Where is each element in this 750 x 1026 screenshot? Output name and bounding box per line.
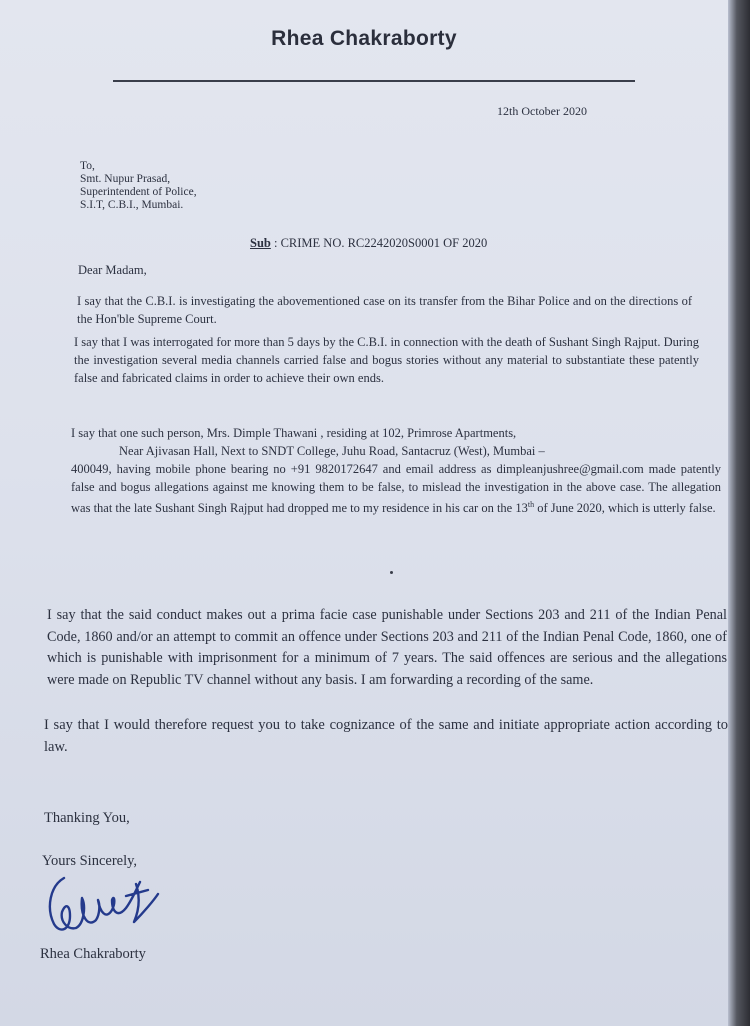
subject-line	[250, 236, 487, 251]
paragraph-1: I say that the C.B.I. is investigating the abovementioned case on its transfer from the Bihar Police and on the directions of the Hon'ble Supreme Court.	[77, 294, 692, 326]
paragraph-3-ending: of June 2020, which is utterly false.	[534, 501, 716, 516]
recipient-line: To,	[80, 160, 95, 172]
paragraph-3-line-1: I say that one such person, Mrs. Dimple Thawani , residing at 102, Primrose Apartments,	[71, 426, 517, 440]
subject-text: : CRIME NO. RC2242020S0001 OF 2020	[273, 236, 488, 250]
page-edge-shadow	[728, 0, 750, 1026]
ordinal-suffix: th	[527, 500, 535, 509]
paragraph-3-text: 400049, having mobile phone bearing no +91 9820172647 and email address as dimpleanjushree@gmail.com made patently false and bogus allegations against me knowing them to be false, to mislead the investigation in the above case. The allegation was that the late Sushant Singh Rajput had dropped me to my residence in his car on the 13	[71, 462, 721, 516]
salutation: Dear Madam,	[78, 263, 147, 277]
closing-sign-off: Yours Sincerely,	[42, 853, 138, 869]
recipient-line: Superintendent of Police,	[80, 186, 197, 198]
paragraph-5: I say that I would therefore request you to take cognizance of the same and initiate appropriate action according to law.	[44, 717, 728, 755]
recipient-line: S.I.T, C.B.I., Mumbai.	[80, 199, 184, 211]
letterhead-name: Rhea Chakraborty	[271, 27, 457, 50]
subject-label: Sub	[250, 236, 271, 250]
letter-date: 12th October 2020	[497, 104, 587, 118]
paragraph-3	[71, 424, 721, 517]
paragraph-2: I say that I was interrogated for more than 5 days by the C.B.I. in connection with the death of Sushant Singh Rajput. During the investigation several media channels carried false and bogus stories without any material to substantiate these patently false and fabricated claims in order to achieve their own ends.	[74, 335, 699, 385]
recipient-line: Smt. Nupur Prasad,	[80, 173, 171, 185]
handwritten-signature	[40, 872, 170, 942]
paragraph-4: I say that the said conduct makes out a prima facie case punishable under Sections 203 and 211 of the Indian Penal Code, 1860 and/or an attempt to commit an offence under Sections 203 and 211 of the Indian Penal Code, 1860, one of which is punishable with imprisonment for a minimum of 7 years. The said offences are serious and the allegations were made on Republic TV channel without any basis. I am forwarding a recording of the same.	[47, 607, 727, 688]
signatory-name: Rhea Chakraborty	[40, 946, 146, 962]
recipient-address	[80, 160, 197, 212]
paragraph-3-line-2: Near Ajivasan Hall, Next to SNDT College, Juhu Road, Santacruz (West), Mumbai –	[119, 444, 545, 458]
paragraph-3-body	[71, 460, 721, 517]
letterhead-rule	[113, 80, 635, 82]
ink-dot	[390, 571, 393, 574]
closing-thanks: Thanking You,	[44, 810, 130, 826]
